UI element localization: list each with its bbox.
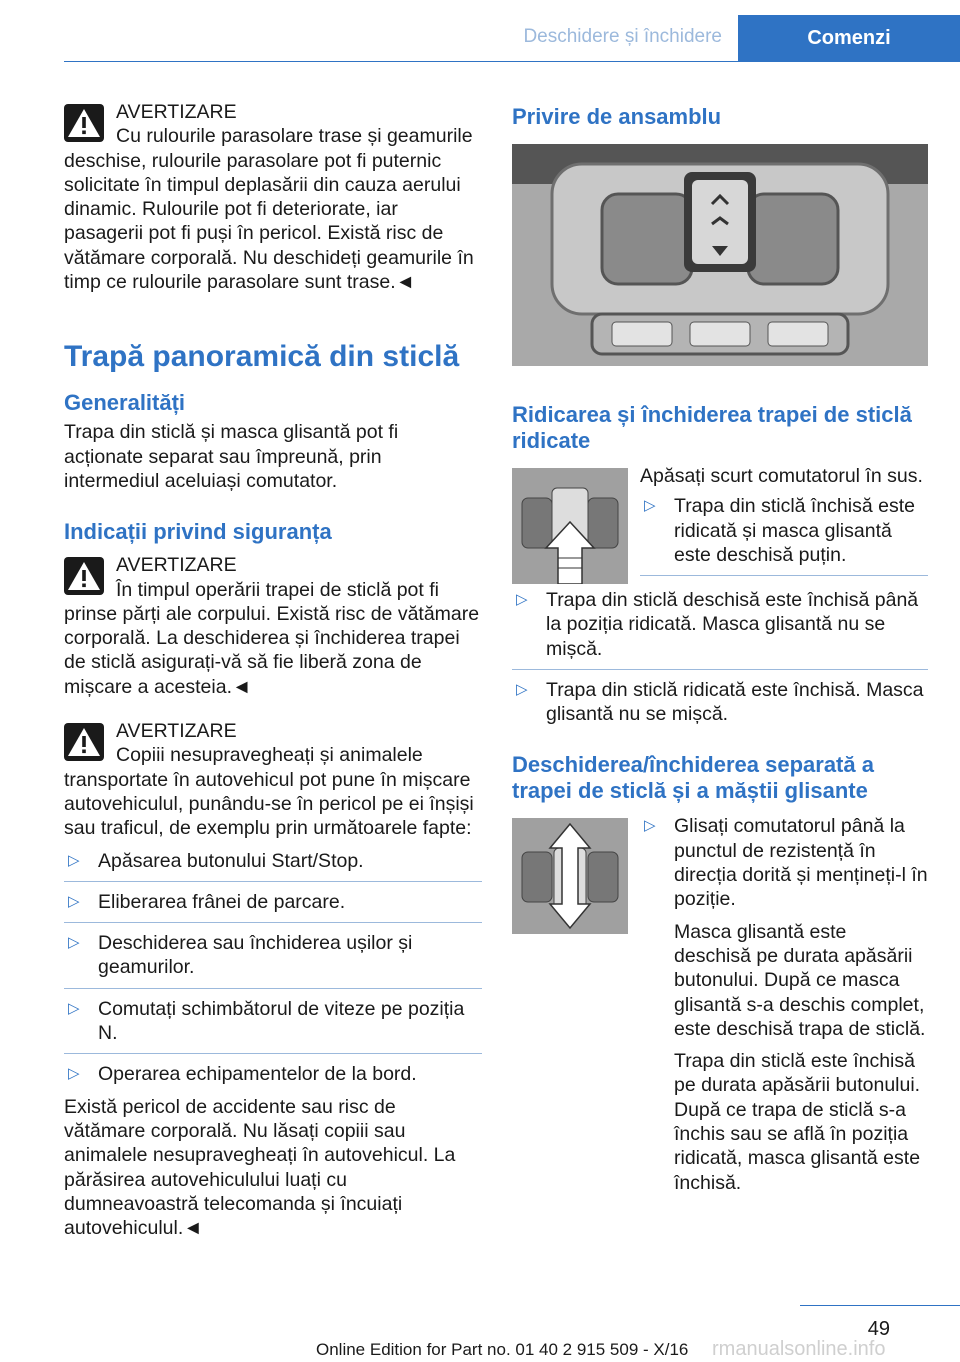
switch-slide-illustration <box>512 818 628 934</box>
watermark: rmanualsonline.info <box>712 1338 886 1360</box>
raise-text-block <box>640 464 928 576</box>
list-item: ▷ Deschiderea sau închiderea ușilor și geamurilor. <box>64 931 482 989</box>
section-title: Trapă panoramică din sticlă <box>64 340 460 374</box>
warning-block-sunblinds <box>64 100 482 294</box>
page-header <box>0 0 960 62</box>
online-edition-note: Online Edition for Part no. 01 40 2 915 509 - X/16 <box>316 1340 689 1359</box>
separate-list <box>640 814 928 1200</box>
warning-title: AVERTIZARE <box>116 101 237 123</box>
list-item: ▷ Trapa din sticlă deschisă este închisă până la poziția ridicată. Masca glisantă nu se mișcă. <box>512 588 928 670</box>
overview-heading: Privire de ansamblu <box>512 104 722 129</box>
right-column <box>512 100 928 1201</box>
raise-list-continued <box>512 588 928 734</box>
header-section: Deschidere și închidere <box>523 26 722 47</box>
separate-paragraph-1: Masca glisantă este deschisă pe durata apăsării butonului. După ce masca glisantă s-a deschis complet, este deschisă trapa de sticlă. <box>674 920 926 1040</box>
general-heading: Generalități <box>64 390 186 416</box>
warning-text: Copiii nesupravegheați și animalele transportate în autovehicul pot pune în mișcare autovehiculul, punându-se în pericol pe ei înșiși sau traficul, de exemplu prin următoarele fapte: <box>64 744 474 840</box>
separate-item-text: Glisați comutatorul până la punctul de rezistență în direcția dorită și mențineți-l în poziție. <box>674 815 928 911</box>
warning-icon <box>64 723 104 761</box>
footer-rule <box>800 1305 960 1306</box>
warning-icon <box>64 557 104 595</box>
warning-title: AVERTIZARE <box>116 554 237 577</box>
warning-icon <box>64 104 104 142</box>
separate-heading: Deschiderea/închiderea separată a trapei de sticlă și a măștii glisante <box>512 752 874 804</box>
warning-text: În timpul operării trapei de sticlă pot fi prinse părți ale corpului. Există risc de vătămare corporală. La deschiderea și închiderea trapei de sticlă asigurați-vă să fie liberă zona de mișcare a acesteia.◄ <box>64 578 480 698</box>
switch-press-up-photo <box>512 468 628 584</box>
warning-text: Cu rulourile parasolare trase și geamurile deschise, rulourile parasolare pot fi puternic solicitate în timpul deplasării din cauza aerului dinamic. Rulourile pot fi deteriorate, iar pasagerii pot fi puși în pericol. Există risc de vătămare corporală. Nu deschideți geamurile în timp ce rulourile parasolare sunt trase.◄ <box>64 125 474 294</box>
safety-heading: Indicații privind siguranța <box>64 519 332 545</box>
warning-block-body-parts <box>64 553 482 699</box>
list-item: ▷ Trapa din sticlă închisă este ridicată și masca glisantă este deschisă puțin. <box>640 494 928 576</box>
switch-up-illustration <box>512 468 628 584</box>
warning-title: AVERTIZARE <box>116 720 237 743</box>
overhead-console-photo <box>512 144 928 366</box>
list-item: ▷ Trapa din sticlă ridicată este închisă. Masca glisantă nu se mișcă. <box>512 678 928 735</box>
separate-text-block <box>640 814 928 1200</box>
hazard-list <box>64 849 482 1095</box>
raise-heading: Ridicarea și închiderea trapei de sticlă ridicate <box>512 402 912 453</box>
separate-section <box>512 814 928 1200</box>
header-chapter-tab: Comenzi <box>738 15 960 62</box>
list-item <box>640 814 928 1200</box>
list-item: ▷ Apăsarea butonului Start/Stop. <box>64 849 482 882</box>
header-rule <box>64 61 960 62</box>
raise-section <box>512 464 928 734</box>
switch-slide-photo <box>512 818 628 934</box>
list-item: ▷ Operarea echipamentelor de la bord. <box>64 1062 482 1094</box>
overhead-console-illustration <box>512 144 928 366</box>
page-number: 49 <box>867 1318 890 1340</box>
list-item: ▷ Comutați schimbătorul de viteze pe poziția N. <box>64 997 482 1055</box>
closing-text: Există pericol de accidente sau risc de vătămare corporală. Nu lăsați copiii sau animalele nesupravegheați în autovehicul. La părăsirea autovehiculului luați cu dumneavoastră telecomanda și încuiați autovehiculul.◄ <box>64 1095 456 1240</box>
raise-list <box>640 494 928 576</box>
general-text: Trapa din sticlă și masca glisantă pot fi acționate separat sau împreună, prin intermediul aceluiași comutator. <box>64 421 399 492</box>
list-item: ▷ Eliberarea frânei de parcare. <box>64 890 482 923</box>
raise-instruction: Apăsați scurt comutatorul în sus. <box>640 465 923 487</box>
left-column <box>64 100 482 1240</box>
separate-paragraph-2: Trapa din sticlă este închisă pe durata apăsării butonului. După ce trapa de sticlă s-a închis sau se află în poziția ridicată, masca glisantă este închisă. <box>674 1050 921 1194</box>
warning-block-children <box>64 719 482 840</box>
